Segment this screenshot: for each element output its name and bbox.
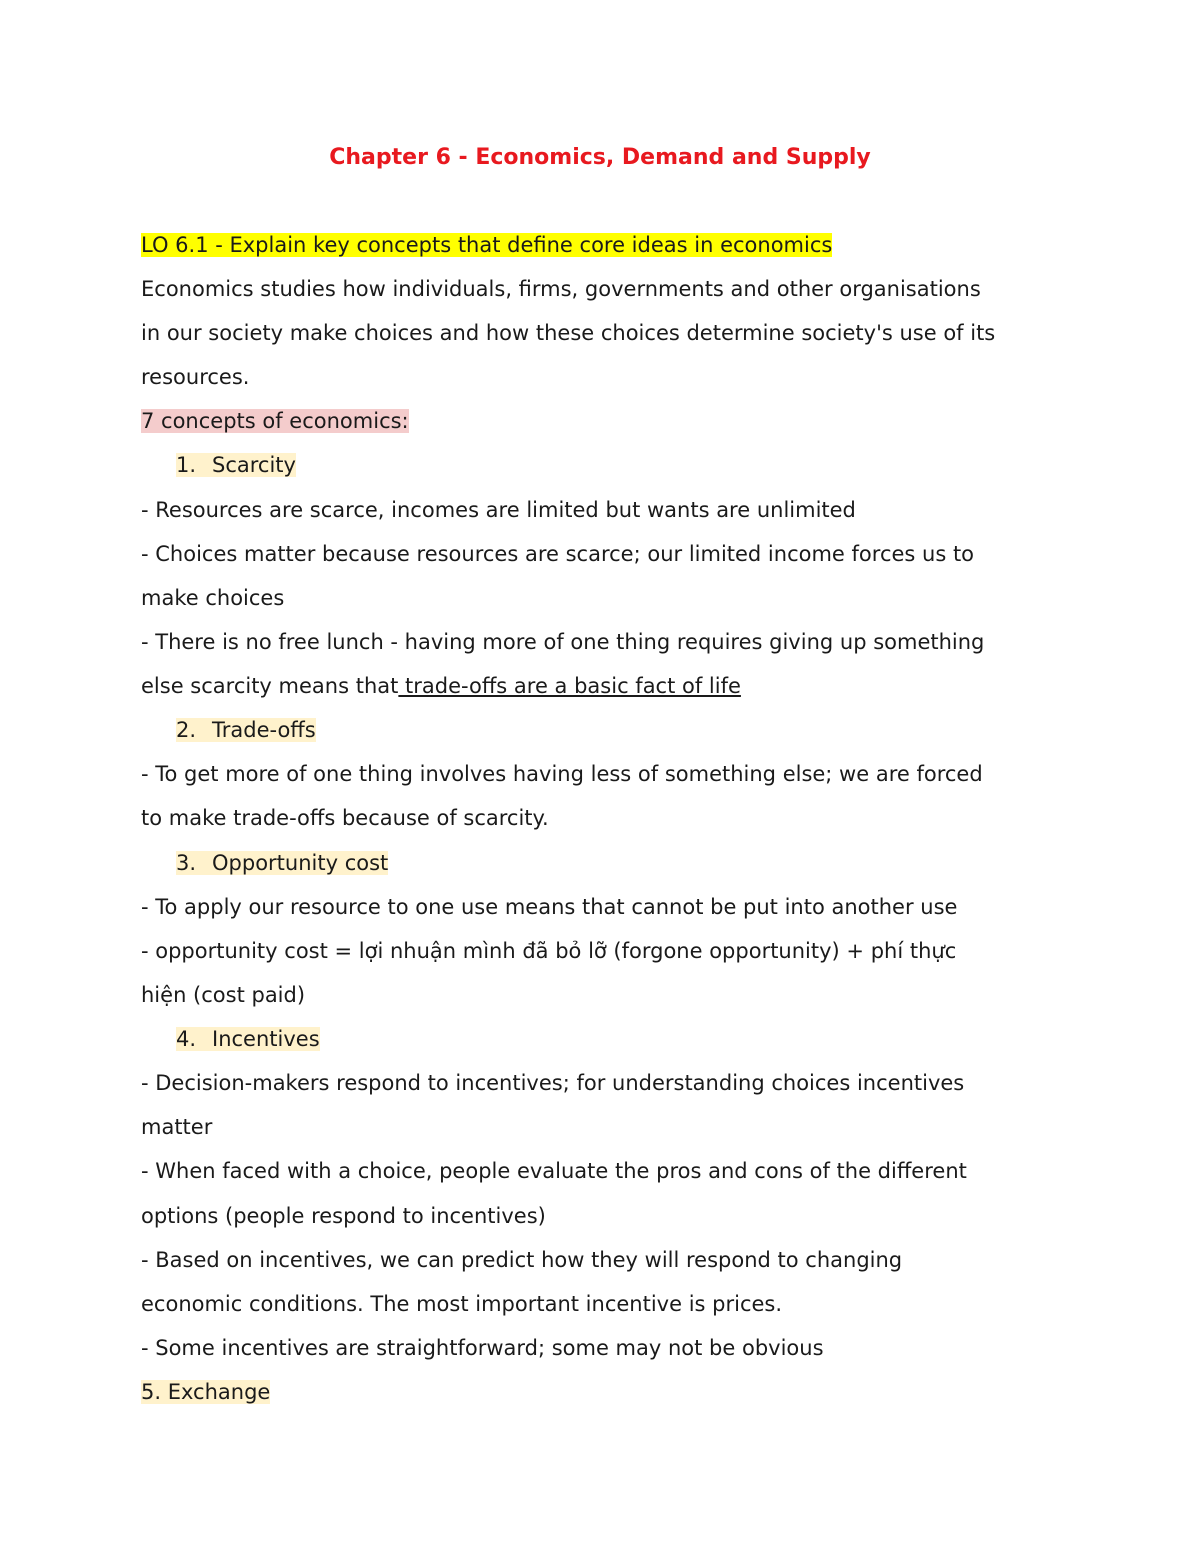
bullet-line: - When faced with a choice, people evaluate the pros and cons of the different bbox=[141, 1159, 967, 1183]
bullet-line: economic conditions. The most important incentive is prices. bbox=[141, 1292, 783, 1316]
concept-heading-trade-offs bbox=[176, 715, 316, 745]
concepts-heading bbox=[141, 406, 409, 436]
bullet-line: - opportunity cost = lợi nhuận mình đã bỏ lỡ (forgone opportunity) + phí thực bbox=[141, 939, 957, 963]
bullet-line-text: else scarcity means that bbox=[141, 674, 399, 698]
concept-label: Incentives bbox=[212, 1027, 320, 1051]
concept-label: Trade-offs bbox=[212, 718, 316, 742]
intro-line: resources. bbox=[141, 365, 250, 389]
bullet-line: - To get more of one thing involves having less of something else; we are forced bbox=[141, 762, 983, 786]
concept-heading-exchange bbox=[141, 1377, 270, 1407]
concept-heading-incentives bbox=[176, 1024, 320, 1054]
learning-objective bbox=[141, 230, 832, 260]
bullet-line: - Some incentives are straightforward; some may not be obvious bbox=[141, 1336, 824, 1360]
underlined-phrase: trade-offs are a basic fact of life bbox=[398, 674, 741, 698]
bullet-line: - Based on incentives, we can predict how they will respond to changing bbox=[141, 1248, 903, 1272]
intro-line: Economics studies how individuals, firms, governments and other organisations bbox=[141, 277, 981, 301]
concept-heading-highlight bbox=[176, 1027, 320, 1051]
bullet-line: hiện (cost paid) bbox=[141, 983, 306, 1007]
concept-heading-highlight bbox=[176, 453, 296, 477]
bullet-line: to make trade-offs because of scarcity. bbox=[141, 806, 549, 830]
concept-number: 3. bbox=[176, 851, 197, 875]
concept-heading-highlight bbox=[176, 851, 388, 875]
concept-heading-highlight bbox=[176, 718, 316, 742]
concept-heading-scarcity bbox=[176, 450, 296, 480]
chapter-title: Chapter 6 - Economics, Demand and Supply bbox=[329, 145, 871, 170]
bullet-line: - Resources are scarce, incomes are limited but wants are unlimited bbox=[141, 498, 856, 522]
concept-number: 1. bbox=[176, 453, 197, 477]
bullet-line: - There is no free lunch - having more of one thing requires giving up something bbox=[141, 630, 985, 654]
bullet-line: options (people respond to incentives) bbox=[141, 1204, 546, 1228]
concept-heading-opportunity-cost bbox=[176, 848, 388, 878]
bullet-line: matter bbox=[141, 1115, 213, 1139]
learning-objective-text: LO 6.1 - Explain key concepts that define core ideas in economics bbox=[141, 233, 833, 257]
bullet-line bbox=[141, 671, 741, 701]
concept-number: 2. bbox=[176, 718, 197, 742]
concept-label: Scarcity bbox=[212, 453, 296, 477]
bullet-line: - Decision-makers respond to incentives; for understanding choices incentives bbox=[141, 1071, 965, 1095]
concept-label: Opportunity cost bbox=[212, 851, 389, 875]
concept-heading-exchange-text: 5. Exchange bbox=[141, 1380, 271, 1404]
bullet-line: - Choices matter because resources are scarce; our limited income forces us to bbox=[141, 542, 975, 566]
intro-line: in our society make choices and how these choices determine society's use of its bbox=[141, 321, 996, 345]
bullet-line: make choices bbox=[141, 586, 285, 610]
bullet-line: - To apply our resource to one use means that cannot be put into another use bbox=[141, 895, 958, 919]
concepts-heading-text: 7 concepts of economics: bbox=[141, 409, 409, 433]
concept-number: 4. bbox=[176, 1027, 197, 1051]
